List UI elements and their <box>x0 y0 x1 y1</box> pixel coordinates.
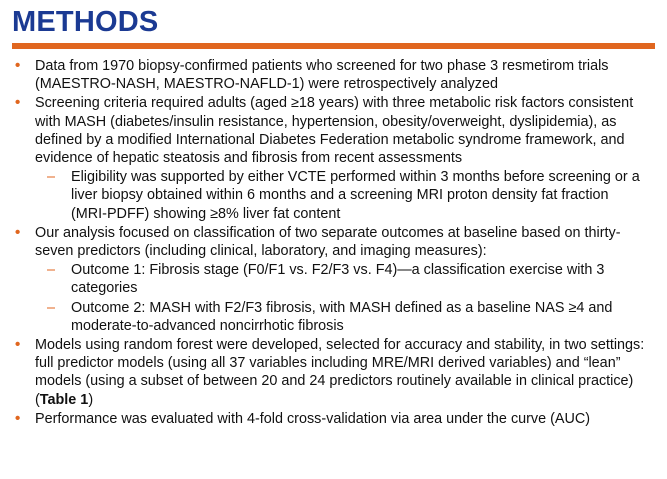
bullet-text-part: ) <box>88 391 94 408</box>
sub-bullet-outcome-2 <box>0 299 667 335</box>
bullet-performance <box>0 410 667 428</box>
slide-title: METHODS <box>12 6 159 38</box>
sub-bullet-eligibility <box>0 168 667 223</box>
sub-bullet-text: Outcome 1: Fibrosis stage (F0/F1 vs. F2/F3 vs. F4)—a classification exercise with 3 categories <box>71 262 605 297</box>
bullet-dot-icon: • <box>15 223 21 241</box>
bullet-models <box>0 336 667 409</box>
bullet-dot-icon: • <box>15 336 21 354</box>
sub-bullet-text: Outcome 2: MASH with F2/F3 fibrosis, with MASH defined as a baseline NAS ≥4 and moderate-to-advanced noncirrhotic fibrosis <box>71 299 613 334</box>
bullet-text: Performance was evaluated with 4-fold cross-validation via area under the curve (AUC) <box>35 410 591 427</box>
bullet-dot-icon: • <box>15 409 21 427</box>
dash-marker-icon: – <box>47 299 56 316</box>
sub-bullet-text: Eligibility was supported by either VCTE performed within 3 months before screening or a liver biopsy obtained within 6 months and a screening MRI proton density fat fraction (MRI-PDFF) showing ≥8% liver fat content <box>71 169 640 222</box>
table-reference: Table 1 <box>39 391 89 408</box>
bullet-dot-icon: • <box>15 57 21 74</box>
methods-list <box>0 57 667 429</box>
bullet-text-part: Models using random forest were developed, selected for accuracy and stability, in two settings: full predictor models (using all 37 variables including MRE/MRI derived variables) and “lean” models (using a subset of between 20 and 24 predictors routinely available in clinical practice) ( <box>35 337 645 408</box>
bullet-screening-criteria <box>0 94 667 167</box>
sub-bullet-outcome-1 <box>0 261 667 297</box>
title-divider <box>12 43 655 49</box>
bullet-text: Our analysis focused on classification of two separate outcomes at baseline based on thirty-seven predictors (including clinical, laboratory, and imaging measures): <box>35 224 621 260</box>
bullet-text: Screening criteria required adults (aged ≥18 years) with three metabolic risk factors consistent with MASH (diabetes/insulin resistance, hypertension, obesity/overweight, dyslipidemia), as defined by a modified International Diabetes Federation metabolic syndrome framework, and evidence of hepatic steatosis and fibrosis from recent assessments <box>35 95 634 167</box>
bullet-analysis-focus <box>0 224 667 260</box>
dash-marker-icon: – <box>47 169 56 186</box>
dash-marker-icon: – <box>47 262 56 279</box>
bullet-data-source <box>0 57 667 93</box>
bullet-text: Data from 1970 biopsy-confirmed patients who screened for two phase 3 resmetirom trials (MAESTRO-NASH, MAESTRO-NAFLD-1) were retrospectively analyzed <box>35 58 609 93</box>
bullet-dot-icon: • <box>15 94 21 112</box>
